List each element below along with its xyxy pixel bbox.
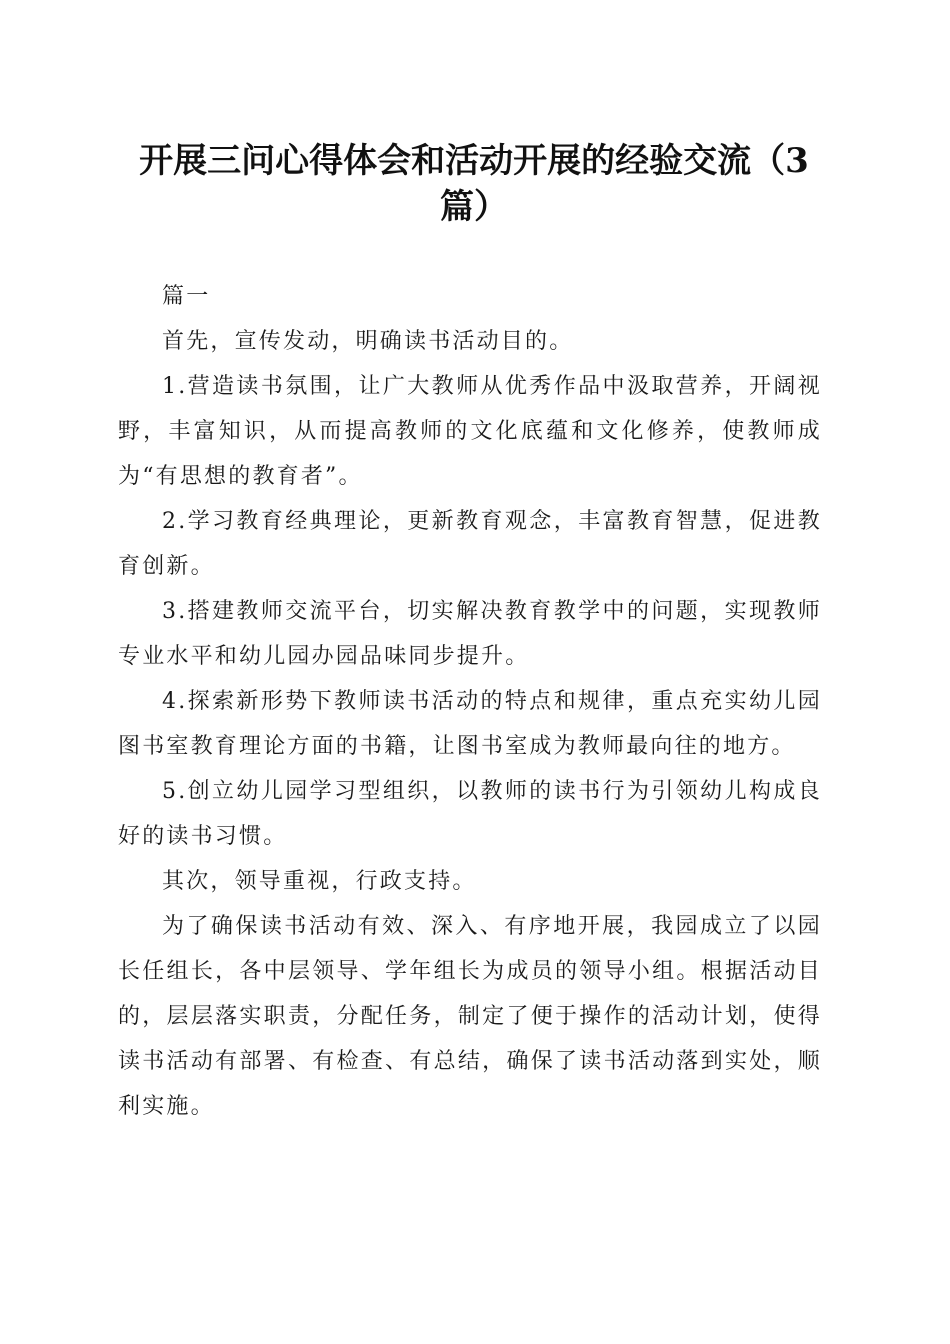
- section-heading: 篇一: [162, 284, 211, 309]
- paragraph: 1.营造读书氛围，让广大教师从优秀作品中汲取营养，开阔视野，丰富知识，从而提高教师的文化底蕴和文化修养，使教师成为“有思想的教育者”。: [118, 374, 822, 489]
- paragraph: 4.探索新形势下教师读书活动的特点和规律，重点充实幼儿园图书室教育理论方面的书籍，让图书室成为教师最向往的地方。: [118, 689, 822, 759]
- paragraph: 为了确保读书活动有效、深入、有序地开展，我园成立了以园长任组长，各中层领导、学年组长为成员的领导小组。根据活动目的，层层落实职责，分配任务，制定了便于操作的活动计划，使得读书活动有部署、有检查、有总结，确保了读书活动落到实处，顺利实施。: [118, 914, 822, 1119]
- document-title: 开展三问心得体会和活动开展的经验交流（3篇）: [139, 141, 809, 227]
- paragraph: 3.搭建教师交流平台，切实解决教育教学中的问题，实现教师专业水平和幼儿园办园品味同步提升。: [118, 599, 822, 669]
- paragraph: 5.创立幼儿园学习型组织，以教师的读书行为引领幼儿构成良好的读书习惯。: [118, 779, 822, 849]
- paragraph: 2.学习教育经典理论，更新教育观念，丰富教育智慧，促进教育创新。: [118, 509, 822, 579]
- paragraph: 其次，领导重视，行政支持。: [162, 869, 477, 894]
- document-body: [118, 274, 822, 1129]
- paragraph: 首先，宣传发动，明确读书活动目的。: [162, 329, 574, 354]
